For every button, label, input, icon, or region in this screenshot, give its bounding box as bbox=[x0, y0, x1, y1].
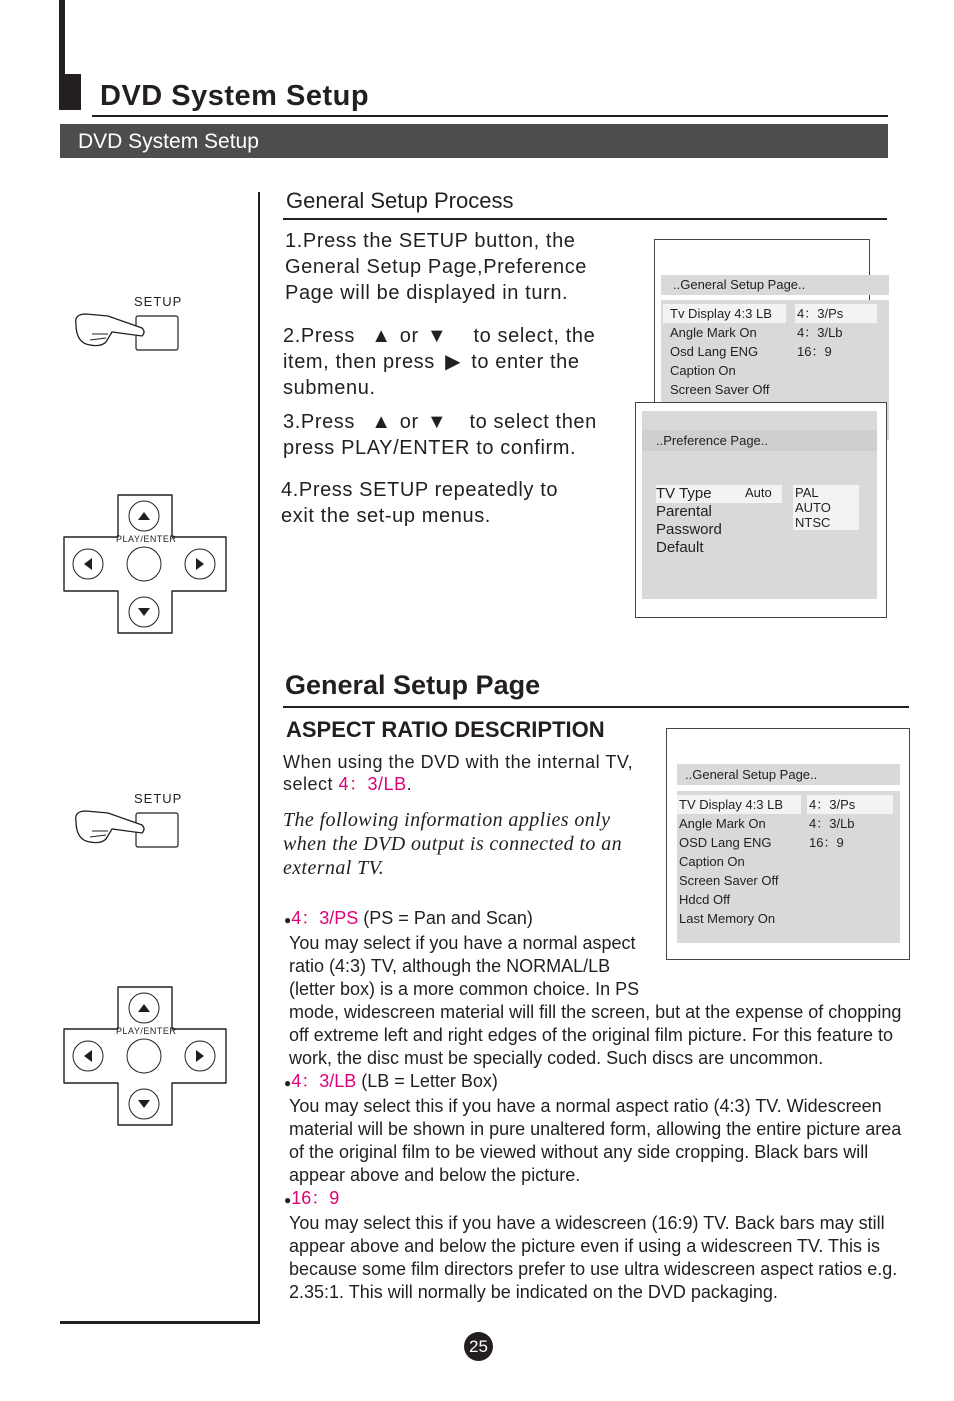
menu2-option: NTSC bbox=[795, 515, 831, 530]
note-line: when the DVD output is connected to an bbox=[283, 833, 623, 855]
lb-line: appear above and below the picture. bbox=[289, 1165, 581, 1185]
menu3-row: Caption On bbox=[679, 854, 745, 869]
menu2-option: AUTO bbox=[795, 500, 831, 515]
menu1-row: Caption On bbox=[670, 363, 736, 378]
lb-bullet-heading bbox=[284, 1070, 901, 1095]
menu2-row: Parental bbox=[656, 503, 712, 520]
menu3-option-selected: 4：3/Ps bbox=[807, 795, 893, 814]
intro-line-1: When using the DVD with the internal TV, bbox=[283, 752, 634, 772]
lb-suffix: (LB = Letter Box) bbox=[356, 1071, 498, 1091]
ps-suffix: (PS = Pan and Scan) bbox=[358, 908, 533, 928]
widescreen-line: You may select this if you have a widescreen (16:9) TV. Back bars may still bbox=[289, 1213, 885, 1233]
step-1-line: General Setup Page,Preference bbox=[285, 256, 588, 278]
page-title: DVD System Setup bbox=[100, 80, 370, 112]
ps-line: work, the disc must be specially coded. Such discs are uncommon. bbox=[289, 1048, 824, 1068]
footer-rule bbox=[60, 1321, 260, 1324]
menu2-option: PAL bbox=[795, 485, 819, 500]
step-1-line: 1.Press the SETUP button, the bbox=[285, 230, 576, 252]
widescreen-line: 2.35:1. This will normally be indicated on the DVD packaging. bbox=[289, 1282, 778, 1302]
menu1-row-selected: Tv Display 4:3 LB bbox=[663, 304, 786, 323]
ps-line: (letter box) is a more common choice. In PS bbox=[289, 979, 640, 999]
step-2-line-2 bbox=[283, 349, 595, 375]
page-number: 25 bbox=[469, 1337, 488, 1356]
ps-line: You may select if you have a normal aspect bbox=[289, 933, 636, 953]
step-1-line: Page will be displayed in turn. bbox=[285, 282, 569, 304]
menu2-row-selected: TV Type bbox=[656, 485, 782, 503]
bullet-dot-icon: ● bbox=[284, 1193, 292, 1207]
step-2-press: 2.Press bbox=[283, 325, 356, 347]
step-2-line-1 bbox=[283, 323, 595, 349]
step-2-enter: to enter the bbox=[471, 351, 580, 373]
menu3-row: OSD Lang ENG bbox=[679, 835, 772, 850]
menu2-row: Default bbox=[656, 539, 704, 556]
up-arrow-icon: ▲ bbox=[371, 325, 392, 347]
ps-line: off extreme left and right edges of the original film picture. For this feature to bbox=[289, 1025, 893, 1045]
ps-bullet-heading bbox=[284, 907, 901, 932]
lb-label: 4：3/LB bbox=[291, 1071, 357, 1091]
header-block bbox=[59, 74, 81, 110]
menu3-row-selected: TV Display 4:3 LB bbox=[677, 795, 801, 814]
hand-press-icon-2 bbox=[72, 807, 182, 851]
general-setup-rule bbox=[283, 706, 909, 708]
step-4-line: exit the set-up menus. bbox=[281, 505, 491, 527]
section-banner-text: DVD System Setup bbox=[78, 130, 259, 153]
step-4-line: 4.Press SETUP repeatedly to bbox=[281, 479, 559, 501]
play-enter-label-2: PLAY/ENTER bbox=[116, 1026, 177, 1036]
menu1-row: Osd Lang ENG bbox=[670, 344, 759, 359]
down-arrow-icon-2: ▼ bbox=[426, 411, 448, 433]
step-3-line-2: press PLAY/ENTER to confirm. bbox=[283, 437, 577, 459]
ps-line: mode, widescreen material will fill the screen, but at the expense of chopping bbox=[289, 1002, 902, 1022]
step-2 bbox=[283, 323, 595, 401]
setup-label-2: SETUP bbox=[134, 791, 183, 806]
dpad-shape-2 bbox=[62, 985, 228, 1127]
menu2-value: Auto bbox=[745, 485, 772, 500]
step-1 bbox=[285, 228, 587, 306]
intro-lb-option: 4：3/LB bbox=[338, 774, 407, 794]
menu3-row: Last Memory On bbox=[679, 911, 776, 926]
lb-line: material will be shown in pure unaltered form, allowing the entire picture area bbox=[289, 1119, 902, 1139]
ps-line: ratio (4:3) TV, although the NORMAL/LB bbox=[289, 956, 611, 976]
step-3-press: 3.Press bbox=[283, 411, 356, 433]
intro-line-2 bbox=[283, 773, 633, 795]
process-heading: General Setup Process bbox=[286, 188, 514, 213]
step-2-to-select: to select, the bbox=[473, 325, 596, 347]
bullet-dot-icon: ● bbox=[284, 1076, 292, 1090]
menu1-option: 16：9 bbox=[797, 344, 832, 359]
intro-select: select bbox=[283, 774, 339, 794]
dpad-shape bbox=[62, 493, 228, 635]
menu2-options bbox=[793, 485, 859, 530]
setup-label: SETUP bbox=[134, 294, 183, 309]
up-arrow-icon-2: ▲ bbox=[371, 411, 392, 433]
left-column-divider bbox=[258, 192, 260, 1324]
page-number-badge bbox=[464, 1332, 493, 1361]
intro-period: . bbox=[406, 774, 413, 794]
hand-press-icon bbox=[72, 310, 182, 354]
menu1-row: Screen Saver Off bbox=[670, 382, 770, 397]
menu3-option: 4：3/Lb bbox=[809, 816, 855, 831]
menu3-row: Angle Mark On bbox=[679, 816, 766, 831]
aspect-ratio-heading: ASPECT RATIO DESCRIPTION bbox=[286, 717, 605, 742]
aspect-descriptions bbox=[284, 907, 901, 1304]
widescreen-line: appear above and below the picture even if using a widescreen TV. This is bbox=[289, 1236, 881, 1256]
ps-label: 4：3/PS bbox=[291, 908, 359, 928]
section-banner bbox=[60, 124, 888, 158]
menu3-row: Screen Saver Off bbox=[679, 873, 779, 888]
menu1-option: 4：3/Lb bbox=[797, 325, 843, 340]
menu1-rows bbox=[663, 304, 786, 399]
step-2-then: item, then press bbox=[283, 351, 435, 373]
step-3-line-1 bbox=[283, 409, 597, 435]
widescreen-line: because some film directors prefer to use ultra widescreen aspect ratios e.g. bbox=[289, 1259, 898, 1279]
note-line: The following information applies only bbox=[283, 809, 611, 831]
menu3-row: Hdcd Off bbox=[679, 892, 731, 907]
step-3 bbox=[283, 409, 597, 461]
dpad-icon-2 bbox=[62, 985, 228, 1127]
setup-button-icon-2 bbox=[72, 787, 182, 853]
play-enter-label: PLAY/ENTER bbox=[116, 534, 177, 544]
process-heading-rule bbox=[283, 218, 887, 220]
note-line: external TV. bbox=[283, 857, 385, 879]
menu1-title: ..General Setup Page.. bbox=[661, 275, 889, 295]
menu1-row: Angle Mark On bbox=[670, 325, 757, 340]
lb-line: of the original film to be viewed without any side cropping. Black bars will bbox=[289, 1142, 869, 1162]
dpad-icon bbox=[62, 493, 228, 635]
step-4 bbox=[281, 477, 558, 529]
widescreen-bullet-heading bbox=[284, 1187, 901, 1212]
menu1-options bbox=[795, 304, 877, 361]
widescreen-label: 16：9 bbox=[291, 1188, 340, 1208]
menu3-options bbox=[807, 795, 893, 852]
down-arrow-icon: ▼ bbox=[426, 325, 448, 347]
menu2-title: ..Preference Page.. bbox=[642, 430, 877, 451]
header-rule bbox=[92, 115, 888, 117]
menu2-row: Password bbox=[656, 521, 722, 538]
right-arrow-icon: ▶ bbox=[445, 351, 462, 373]
menu3-title: ..General Setup Page.. bbox=[677, 764, 900, 785]
menu3-option: 16：9 bbox=[809, 835, 844, 850]
step-2-or: or bbox=[399, 325, 419, 347]
setup-button-icon bbox=[72, 290, 182, 356]
step-2-line-3: submenu. bbox=[283, 377, 376, 399]
lb-line: You may select this if you have a normal aspect ratio (4:3) TV. Widescreen bbox=[289, 1096, 882, 1116]
external-tv-note bbox=[283, 808, 622, 880]
preference-menu-screenshot bbox=[635, 402, 887, 618]
bullet-dot-icon: ● bbox=[284, 913, 292, 927]
step-3-or: or bbox=[399, 411, 419, 433]
step-3-to-select: to select then bbox=[469, 411, 597, 433]
menu1-option-selected: 4：3/Ps bbox=[795, 304, 877, 323]
intro-text bbox=[283, 751, 633, 795]
general-setup-heading: General Setup Page bbox=[285, 670, 541, 700]
